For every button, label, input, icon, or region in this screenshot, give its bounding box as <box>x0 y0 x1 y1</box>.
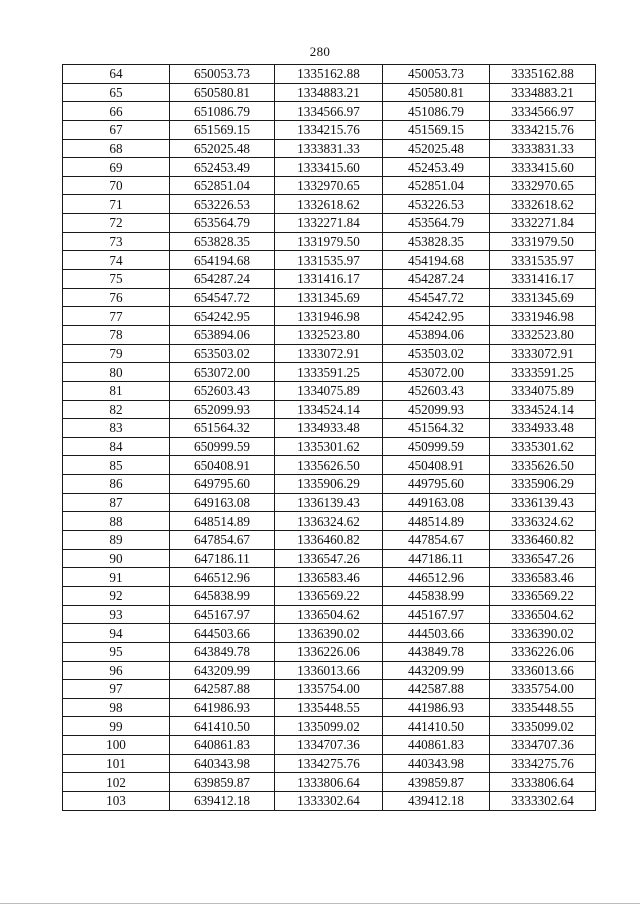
coord-x2-cell: 449795.60 <box>383 475 490 494</box>
coord-y2-cell: 3335754.00 <box>490 680 596 699</box>
coord-x1-cell: 641410.50 <box>170 717 275 736</box>
coord-y1-cell: 1335162.88 <box>275 65 383 84</box>
point-number-cell: 101 <box>63 754 170 773</box>
coord-y2-cell: 3335906.29 <box>490 475 596 494</box>
table-row <box>63 65 596 84</box>
coord-x1-cell: 650580.81 <box>170 83 275 102</box>
coord-y2-cell: 3335162.88 <box>490 65 596 84</box>
coord-x2-cell: 449163.08 <box>383 493 490 512</box>
coord-y2-cell: 3335301.62 <box>490 437 596 456</box>
table-row <box>63 437 596 456</box>
coord-y2-cell: 3336504.62 <box>490 605 596 624</box>
coord-x1-cell: 652851.04 <box>170 176 275 195</box>
coord-y1-cell: 1336390.02 <box>275 624 383 643</box>
table-row <box>63 139 596 158</box>
coord-x2-cell: 450580.81 <box>383 83 490 102</box>
coord-y1-cell: 1333591.25 <box>275 363 383 382</box>
point-number-cell: 93 <box>63 605 170 624</box>
coord-x2-cell: 450053.73 <box>383 65 490 84</box>
coord-x2-cell: 454287.24 <box>383 270 490 289</box>
coord-x2-cell: 453226.53 <box>383 195 490 214</box>
coord-x1-cell: 654287.24 <box>170 270 275 289</box>
point-number-cell: 65 <box>63 83 170 102</box>
table-row <box>63 158 596 177</box>
coord-x1-cell: 654547.72 <box>170 288 275 307</box>
coord-y1-cell: 1333806.64 <box>275 773 383 792</box>
table-row <box>63 605 596 624</box>
point-number-cell: 77 <box>63 307 170 326</box>
table-row <box>63 120 596 139</box>
point-number-cell: 71 <box>63 195 170 214</box>
coord-x2-cell: 441986.93 <box>383 698 490 717</box>
table-row <box>63 680 596 699</box>
point-number-cell: 100 <box>63 736 170 755</box>
table-row <box>63 400 596 419</box>
table-row <box>63 232 596 251</box>
point-number-cell: 84 <box>63 437 170 456</box>
coord-y1-cell: 1334566.97 <box>275 102 383 121</box>
coord-y2-cell: 3336547.26 <box>490 549 596 568</box>
coord-y2-cell: 3336390.02 <box>490 624 596 643</box>
coord-x2-cell: 444503.66 <box>383 624 490 643</box>
table-row <box>63 176 596 195</box>
coord-y1-cell: 1335754.00 <box>275 680 383 699</box>
coord-x1-cell: 647186.11 <box>170 549 275 568</box>
coord-x1-cell: 646512.96 <box>170 568 275 587</box>
coord-y1-cell: 1335626.50 <box>275 456 383 475</box>
table-row <box>63 419 596 438</box>
coord-y1-cell: 1332970.65 <box>275 176 383 195</box>
table-row <box>63 475 596 494</box>
table-row <box>63 325 596 344</box>
point-number-cell: 79 <box>63 344 170 363</box>
table-row <box>63 586 596 605</box>
coord-y2-cell: 3334566.97 <box>490 102 596 121</box>
coord-x2-cell: 439412.18 <box>383 791 490 810</box>
coord-y2-cell: 3331979.50 <box>490 232 596 251</box>
coord-x2-cell: 452453.49 <box>383 158 490 177</box>
point-number-cell: 97 <box>63 680 170 699</box>
coord-x2-cell: 441410.50 <box>383 717 490 736</box>
table-row <box>63 214 596 233</box>
coord-x2-cell: 452025.48 <box>383 139 490 158</box>
coord-y2-cell: 3333072.91 <box>490 344 596 363</box>
coord-y2-cell: 3335099.02 <box>490 717 596 736</box>
coord-x2-cell: 439859.87 <box>383 773 490 792</box>
coord-y1-cell: 1333072.91 <box>275 344 383 363</box>
table-row <box>63 736 596 755</box>
coord-y2-cell: 3336583.46 <box>490 568 596 587</box>
coord-x1-cell: 639412.18 <box>170 791 275 810</box>
coord-x1-cell: 652453.49 <box>170 158 275 177</box>
coord-y1-cell: 1334883.21 <box>275 83 383 102</box>
coord-x1-cell: 653226.53 <box>170 195 275 214</box>
coord-y1-cell: 1336013.66 <box>275 661 383 680</box>
coord-y1-cell: 1336583.46 <box>275 568 383 587</box>
coord-y1-cell: 1333302.64 <box>275 791 383 810</box>
table-row <box>63 288 596 307</box>
coord-x2-cell: 446512.96 <box>383 568 490 587</box>
coord-y1-cell: 1333831.33 <box>275 139 383 158</box>
coord-x1-cell: 650999.59 <box>170 437 275 456</box>
table-row <box>63 493 596 512</box>
coord-y2-cell: 3332271.84 <box>490 214 596 233</box>
coord-x2-cell: 453072.00 <box>383 363 490 382</box>
coord-x2-cell: 447186.11 <box>383 549 490 568</box>
page-number: 280 <box>309 44 331 59</box>
table-row <box>63 83 596 102</box>
coord-y2-cell: 3331345.69 <box>490 288 596 307</box>
coord-y1-cell: 1336569.22 <box>275 586 383 605</box>
coord-y2-cell: 3332970.65 <box>490 176 596 195</box>
coord-y2-cell: 3331535.97 <box>490 251 596 270</box>
coord-y1-cell: 1334707.36 <box>275 736 383 755</box>
coord-x1-cell: 642587.88 <box>170 680 275 699</box>
point-number-cell: 98 <box>63 698 170 717</box>
coord-x1-cell: 641986.93 <box>170 698 275 717</box>
point-number-cell: 64 <box>63 65 170 84</box>
coord-x2-cell: 452851.04 <box>383 176 490 195</box>
point-number-cell: 83 <box>63 419 170 438</box>
coord-y2-cell: 3335448.55 <box>490 698 596 717</box>
coord-x1-cell: 652603.43 <box>170 381 275 400</box>
coord-y2-cell: 3331416.17 <box>490 270 596 289</box>
table-row <box>63 195 596 214</box>
point-number-cell: 75 <box>63 270 170 289</box>
coord-y1-cell: 1331416.17 <box>275 270 383 289</box>
coord-x1-cell: 651564.32 <box>170 419 275 438</box>
coord-y1-cell: 1336504.62 <box>275 605 383 624</box>
coord-y1-cell: 1336460.82 <box>275 531 383 550</box>
table-row <box>63 773 596 792</box>
point-number-cell: 99 <box>63 717 170 736</box>
coord-x2-cell: 452099.93 <box>383 400 490 419</box>
coord-y2-cell: 3333806.64 <box>490 773 596 792</box>
coord-y1-cell: 1334075.89 <box>275 381 383 400</box>
coord-y1-cell: 1331946.98 <box>275 307 383 326</box>
coord-y2-cell: 3334933.48 <box>490 419 596 438</box>
coord-x2-cell: 452603.43 <box>383 381 490 400</box>
table-row <box>63 344 596 363</box>
coord-x1-cell: 648514.89 <box>170 512 275 531</box>
point-number-cell: 88 <box>63 512 170 531</box>
point-number-cell: 86 <box>63 475 170 494</box>
coord-y1-cell: 1331345.69 <box>275 288 383 307</box>
point-number-cell: 90 <box>63 549 170 568</box>
point-number-cell: 96 <box>63 661 170 680</box>
point-number-cell: 80 <box>63 363 170 382</box>
coord-x2-cell: 451569.15 <box>383 120 490 139</box>
point-number-cell: 68 <box>63 139 170 158</box>
point-number-cell: 82 <box>63 400 170 419</box>
point-number-cell: 69 <box>63 158 170 177</box>
coord-y1-cell: 1334215.76 <box>275 120 383 139</box>
point-number-cell: 94 <box>63 624 170 643</box>
coord-y1-cell: 1335301.62 <box>275 437 383 456</box>
coord-x1-cell: 653894.06 <box>170 325 275 344</box>
table-row <box>63 512 596 531</box>
coord-x2-cell: 454242.95 <box>383 307 490 326</box>
coord-y1-cell: 1332618.62 <box>275 195 383 214</box>
coord-y1-cell: 1332523.80 <box>275 325 383 344</box>
coord-y1-cell: 1335906.29 <box>275 475 383 494</box>
point-number-cell: 85 <box>63 456 170 475</box>
coord-y2-cell: 3333591.25 <box>490 363 596 382</box>
coord-x1-cell: 653564.79 <box>170 214 275 233</box>
coord-x2-cell: 450999.59 <box>383 437 490 456</box>
coord-x1-cell: 650053.73 <box>170 65 275 84</box>
table-row <box>63 642 596 661</box>
table-row <box>63 363 596 382</box>
coord-y2-cell: 3336226.06 <box>490 642 596 661</box>
coord-y2-cell: 3333831.33 <box>490 139 596 158</box>
coord-y1-cell: 1331979.50 <box>275 232 383 251</box>
table-row <box>63 251 596 270</box>
table-row <box>63 307 596 326</box>
coord-x2-cell: 448514.89 <box>383 512 490 531</box>
coord-x1-cell: 653072.00 <box>170 363 275 382</box>
coord-y1-cell: 1336139.43 <box>275 493 383 512</box>
coord-y2-cell: 3336569.22 <box>490 586 596 605</box>
coord-x1-cell: 652025.48 <box>170 139 275 158</box>
coord-x1-cell: 645838.99 <box>170 586 275 605</box>
coord-y2-cell: 3332523.80 <box>490 325 596 344</box>
coord-y1-cell: 1334275.76 <box>275 754 383 773</box>
table-row <box>63 624 596 643</box>
point-number-cell: 66 <box>63 102 170 121</box>
page-bottom-rule <box>0 903 640 904</box>
point-number-cell: 89 <box>63 531 170 550</box>
coord-x2-cell: 443849.78 <box>383 642 490 661</box>
coord-x1-cell: 647854.67 <box>170 531 275 550</box>
coord-y2-cell: 3334275.76 <box>490 754 596 773</box>
coord-x2-cell: 443209.99 <box>383 661 490 680</box>
point-number-cell: 81 <box>63 381 170 400</box>
coord-y2-cell: 3336139.43 <box>490 493 596 512</box>
coord-x2-cell: 454547.72 <box>383 288 490 307</box>
coord-x1-cell: 653503.02 <box>170 344 275 363</box>
coord-x2-cell: 451086.79 <box>383 102 490 121</box>
coord-x1-cell: 654194.68 <box>170 251 275 270</box>
point-number-cell: 103 <box>63 791 170 810</box>
point-number-cell: 76 <box>63 288 170 307</box>
table-row <box>63 717 596 736</box>
coord-x1-cell: 640343.98 <box>170 754 275 773</box>
coord-x1-cell: 640861.83 <box>170 736 275 755</box>
table-row <box>63 661 596 680</box>
coord-x2-cell: 451564.32 <box>383 419 490 438</box>
coord-x1-cell: 653828.35 <box>170 232 275 251</box>
point-number-cell: 92 <box>63 586 170 605</box>
coord-y2-cell: 3334075.89 <box>490 381 596 400</box>
point-number-cell: 74 <box>63 251 170 270</box>
coord-x2-cell: 440343.98 <box>383 754 490 773</box>
point-number-cell: 70 <box>63 176 170 195</box>
coord-x2-cell: 454194.68 <box>383 251 490 270</box>
coord-x1-cell: 650408.91 <box>170 456 275 475</box>
point-number-cell: 91 <box>63 568 170 587</box>
coord-y2-cell: 3334707.36 <box>490 736 596 755</box>
coord-y2-cell: 3335626.50 <box>490 456 596 475</box>
point-number-cell: 73 <box>63 232 170 251</box>
point-number-cell: 102 <box>63 773 170 792</box>
coord-x2-cell: 442587.88 <box>383 680 490 699</box>
coord-x1-cell: 651569.15 <box>170 120 275 139</box>
table-row <box>63 549 596 568</box>
coord-x1-cell: 651086.79 <box>170 102 275 121</box>
point-number-cell: 67 <box>63 120 170 139</box>
coord-x1-cell: 652099.93 <box>170 400 275 419</box>
coord-x2-cell: 450408.91 <box>383 456 490 475</box>
coord-y2-cell: 3331946.98 <box>490 307 596 326</box>
coord-y2-cell: 3333415.60 <box>490 158 596 177</box>
coord-y1-cell: 1334933.48 <box>275 419 383 438</box>
coord-y1-cell: 1332271.84 <box>275 214 383 233</box>
coord-y1-cell: 1335448.55 <box>275 698 383 717</box>
coord-x1-cell: 643849.78 <box>170 642 275 661</box>
point-number-cell: 95 <box>63 642 170 661</box>
coord-y1-cell: 1333415.60 <box>275 158 383 177</box>
coord-x1-cell: 643209.99 <box>170 661 275 680</box>
coord-x2-cell: 440861.83 <box>383 736 490 755</box>
coord-y2-cell: 3336460.82 <box>490 531 596 550</box>
coord-y1-cell: 1331535.97 <box>275 251 383 270</box>
coord-x2-cell: 453894.06 <box>383 325 490 344</box>
coord-y2-cell: 3336324.62 <box>490 512 596 531</box>
coord-x2-cell: 453564.79 <box>383 214 490 233</box>
coord-x1-cell: 639859.87 <box>170 773 275 792</box>
coord-x1-cell: 649163.08 <box>170 493 275 512</box>
table-row <box>63 456 596 475</box>
table-row <box>63 568 596 587</box>
coord-x1-cell: 645167.97 <box>170 605 275 624</box>
coord-x1-cell: 654242.95 <box>170 307 275 326</box>
coord-y2-cell: 3336013.66 <box>490 661 596 680</box>
table-row <box>63 381 596 400</box>
coord-y2-cell: 3334883.21 <box>490 83 596 102</box>
table-row <box>63 531 596 550</box>
coord-y1-cell: 1334524.14 <box>275 400 383 419</box>
coord-x2-cell: 445838.99 <box>383 586 490 605</box>
coord-x2-cell: 453503.02 <box>383 344 490 363</box>
point-number-cell: 72 <box>63 214 170 233</box>
coordinates-table-body <box>63 65 596 811</box>
coord-x1-cell: 644503.66 <box>170 624 275 643</box>
coord-y1-cell: 1336547.26 <box>275 549 383 568</box>
table-row <box>63 270 596 289</box>
point-number-cell: 78 <box>63 325 170 344</box>
table-row <box>63 698 596 717</box>
coord-x2-cell: 447854.67 <box>383 531 490 550</box>
point-number-cell: 87 <box>63 493 170 512</box>
coordinates-table <box>62 64 596 811</box>
coord-x2-cell: 453828.35 <box>383 232 490 251</box>
coord-x2-cell: 445167.97 <box>383 605 490 624</box>
table-row <box>63 102 596 121</box>
coord-y2-cell: 3334524.14 <box>490 400 596 419</box>
table-row <box>63 791 596 810</box>
coord-y1-cell: 1336226.06 <box>275 642 383 661</box>
coord-y1-cell: 1335099.02 <box>275 717 383 736</box>
coord-y2-cell: 3334215.76 <box>490 120 596 139</box>
coord-y2-cell: 3333302.64 <box>490 791 596 810</box>
coord-y1-cell: 1336324.62 <box>275 512 383 531</box>
coord-x1-cell: 649795.60 <box>170 475 275 494</box>
table-row <box>63 754 596 773</box>
coord-y2-cell: 3332618.62 <box>490 195 596 214</box>
